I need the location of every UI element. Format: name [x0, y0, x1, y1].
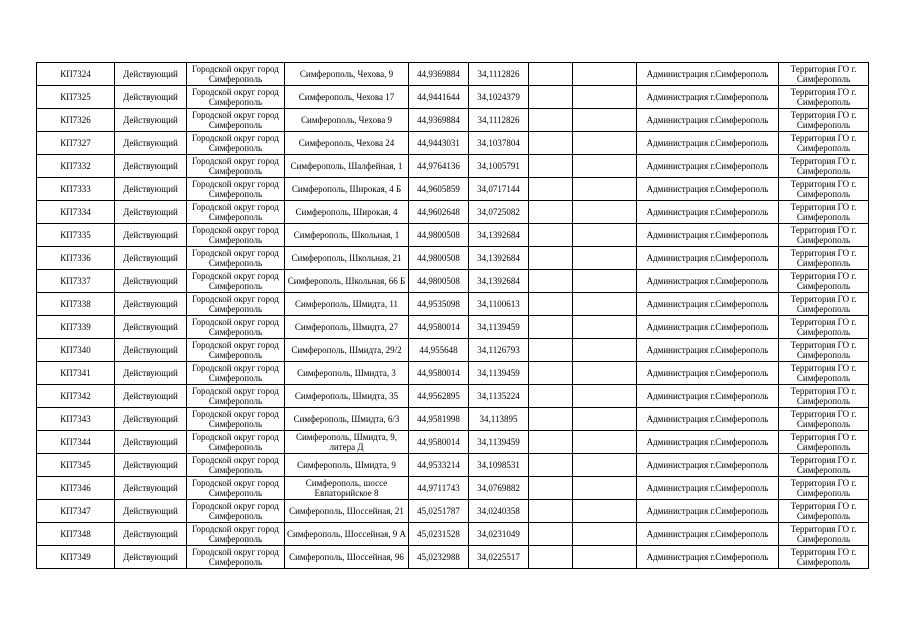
cell-code: КП7349	[37, 546, 115, 569]
cell-empty-2	[573, 224, 637, 247]
cell-empty-2	[573, 63, 637, 86]
cell-empty-1	[529, 178, 573, 201]
cell-address: Симферополь, Шмидта, 9	[285, 454, 409, 477]
cell-okrug: Городской округ город Симферополь	[187, 431, 285, 454]
cell-longitude: 34,1392684	[469, 270, 529, 293]
cell-empty-1	[529, 385, 573, 408]
table-row	[37, 408, 869, 431]
cell-administration: Администрация г.Симферополь	[637, 247, 779, 270]
cell-territory: Территория ГО г. Симферополь	[779, 339, 869, 362]
table-row	[37, 362, 869, 385]
cell-administration: Администрация г.Симферополь	[637, 500, 779, 523]
cell-empty-2	[573, 109, 637, 132]
cell-territory: Территория ГО г. Симферополь	[779, 500, 869, 523]
cell-okrug: Городской округ город Симферополь	[187, 477, 285, 500]
cell-empty-2	[573, 477, 637, 500]
cell-address: Симферополь, Чехова, 9	[285, 63, 409, 86]
cell-latitude: 44,9441644	[409, 86, 469, 109]
cell-longitude: 34,0725082	[469, 201, 529, 224]
cell-status: Действующий	[115, 201, 187, 224]
cell-code: КП7324	[37, 63, 115, 86]
cell-code: КП7325	[37, 86, 115, 109]
cell-latitude: 44,9443031	[409, 132, 469, 155]
cell-address: Симферополь, Шмидта, 27	[285, 316, 409, 339]
cell-longitude: 34,1135224	[469, 385, 529, 408]
cell-longitude: 34,1005791	[469, 155, 529, 178]
cell-longitude: 34,1112826	[469, 109, 529, 132]
table-row	[37, 500, 869, 523]
cell-status: Действующий	[115, 109, 187, 132]
cell-empty-2	[573, 86, 637, 109]
cell-administration: Администрация г.Симферополь	[637, 454, 779, 477]
cell-empty-1	[529, 109, 573, 132]
cell-latitude: 45,0232988	[409, 546, 469, 569]
cell-empty-1	[529, 408, 573, 431]
table-row	[37, 270, 869, 293]
cell-okrug: Городской округ город Симферополь	[187, 178, 285, 201]
cell-status: Действующий	[115, 224, 187, 247]
table-row	[37, 109, 869, 132]
cell-empty-1	[529, 247, 573, 270]
cell-address: Симферополь, Шоссейная, 9 А	[285, 523, 409, 546]
cell-address: Симферополь, Школьная, 21	[285, 247, 409, 270]
cell-empty-2	[573, 546, 637, 569]
cell-code: КП7337	[37, 270, 115, 293]
cell-empty-1	[529, 431, 573, 454]
cell-empty-2	[573, 247, 637, 270]
cell-latitude: 44,955648	[409, 339, 469, 362]
cell-code: КП7327	[37, 132, 115, 155]
cell-territory: Территория ГО г. Симферополь	[779, 270, 869, 293]
cell-status: Действующий	[115, 408, 187, 431]
cell-administration: Администрация г.Симферополь	[637, 385, 779, 408]
cell-status: Действующий	[115, 339, 187, 362]
cell-latitude: 45,0231528	[409, 523, 469, 546]
cell-code: КП7335	[37, 224, 115, 247]
cell-empty-1	[529, 86, 573, 109]
cell-code: КП7338	[37, 293, 115, 316]
cell-empty-2	[573, 500, 637, 523]
table-row	[37, 132, 869, 155]
cell-administration: Администрация г.Симферополь	[637, 201, 779, 224]
table-row	[37, 155, 869, 178]
cell-empty-1	[529, 201, 573, 224]
cell-empty-1	[529, 477, 573, 500]
cell-latitude: 44,9369884	[409, 63, 469, 86]
cell-administration: Администрация г.Симферополь	[637, 316, 779, 339]
cell-territory: Территория ГО г. Симферополь	[779, 178, 869, 201]
cell-address: Симферополь, Чехова 17	[285, 86, 409, 109]
cell-empty-1	[529, 132, 573, 155]
cell-territory: Территория ГО г. Симферополь	[779, 132, 869, 155]
cell-status: Действующий	[115, 270, 187, 293]
cell-empty-2	[573, 178, 637, 201]
cell-longitude: 34,1024379	[469, 86, 529, 109]
cell-status: Действующий	[115, 454, 187, 477]
cell-administration: Администрация г.Симферополь	[637, 293, 779, 316]
cell-territory: Территория ГО г. Симферополь	[779, 293, 869, 316]
cell-latitude: 44,9580014	[409, 316, 469, 339]
cell-address: Симферополь, Чехова 9	[285, 109, 409, 132]
cell-empty-1	[529, 454, 573, 477]
cell-territory: Территория ГО г. Симферополь	[779, 408, 869, 431]
cell-longitude: 34,0231049	[469, 523, 529, 546]
cell-okrug: Городской округ город Симферополь	[187, 109, 285, 132]
cell-address: Симферополь, Шмидта, 9, литера Д	[285, 431, 409, 454]
cell-administration: Администрация г.Симферополь	[637, 155, 779, 178]
cell-territory: Территория ГО г. Симферополь	[779, 63, 869, 86]
table-row	[37, 63, 869, 86]
cell-okrug: Городской округ город Симферополь	[187, 408, 285, 431]
table-row	[37, 293, 869, 316]
table-row	[37, 454, 869, 477]
cell-administration: Администрация г.Симферополь	[637, 270, 779, 293]
cell-territory: Территория ГО г. Симферополь	[779, 523, 869, 546]
cell-okrug: Городской округ город Симферополь	[187, 316, 285, 339]
cell-code: КП7336	[37, 247, 115, 270]
cell-empty-1	[529, 362, 573, 385]
cell-status: Действующий	[115, 316, 187, 339]
cell-latitude: 44,9533214	[409, 454, 469, 477]
cell-okrug: Городской округ город Симферополь	[187, 86, 285, 109]
cell-administration: Администрация г.Симферополь	[637, 362, 779, 385]
table-row	[37, 201, 869, 224]
cell-administration: Администрация г.Симферополь	[637, 431, 779, 454]
cell-territory: Территория ГО г. Симферополь	[779, 385, 869, 408]
cell-latitude: 44,9800508	[409, 224, 469, 247]
cell-status: Действующий	[115, 178, 187, 201]
cell-code: КП7346	[37, 477, 115, 500]
cell-status: Действующий	[115, 247, 187, 270]
cell-address: Симферополь, Шоссейная, 21	[285, 500, 409, 523]
table-row	[37, 431, 869, 454]
cell-okrug: Городской округ город Симферополь	[187, 293, 285, 316]
cell-status: Действующий	[115, 500, 187, 523]
cell-administration: Администрация г.Симферополь	[637, 477, 779, 500]
cell-longitude: 34,0240358	[469, 500, 529, 523]
cell-empty-2	[573, 339, 637, 362]
cell-latitude: 44,9602648	[409, 201, 469, 224]
cell-administration: Администрация г.Симферополь	[637, 546, 779, 569]
cell-territory: Территория ГО г. Симферополь	[779, 201, 869, 224]
cell-empty-2	[573, 201, 637, 224]
cell-address: Симферополь, Шмидта, 3	[285, 362, 409, 385]
table-row	[37, 339, 869, 362]
cell-administration: Администрация г.Симферополь	[637, 86, 779, 109]
points-table	[36, 62, 869, 569]
cell-address: Симферополь, Шмидта, 29/2	[285, 339, 409, 362]
cell-latitude: 44,9764136	[409, 155, 469, 178]
cell-okrug: Городской округ город Симферополь	[187, 454, 285, 477]
cell-empty-1	[529, 224, 573, 247]
cell-empty-1	[529, 339, 573, 362]
cell-administration: Администрация г.Симферополь	[637, 132, 779, 155]
cell-okrug: Городской округ город Симферополь	[187, 247, 285, 270]
cell-code: КП7333	[37, 178, 115, 201]
cell-longitude: 34,1112826	[469, 63, 529, 86]
cell-longitude: 34,1100613	[469, 293, 529, 316]
cell-latitude: 44,9711743	[409, 477, 469, 500]
cell-status: Действующий	[115, 362, 187, 385]
cell-territory: Территория ГО г. Симферополь	[779, 86, 869, 109]
cell-code: КП7339	[37, 316, 115, 339]
cell-status: Действующий	[115, 86, 187, 109]
cell-code: КП7332	[37, 155, 115, 178]
cell-latitude: 44,9369884	[409, 109, 469, 132]
table-row	[37, 385, 869, 408]
cell-okrug: Городской округ город Симферополь	[187, 385, 285, 408]
cell-okrug: Городской округ город Симферополь	[187, 500, 285, 523]
cell-code: КП7345	[37, 454, 115, 477]
cell-empty-1	[529, 155, 573, 178]
cell-code: КП7326	[37, 109, 115, 132]
cell-status: Действующий	[115, 293, 187, 316]
cell-empty-2	[573, 362, 637, 385]
cell-empty-2	[573, 132, 637, 155]
cell-empty-2	[573, 385, 637, 408]
cell-address: Симферополь, Широкая, 4 Б	[285, 178, 409, 201]
cell-latitude: 44,9580014	[409, 362, 469, 385]
cell-longitude: 34,113895	[469, 408, 529, 431]
cell-code: КП7348	[37, 523, 115, 546]
cell-address: Симферополь, Чехова 24	[285, 132, 409, 155]
cell-address: Симферополь, Шоссейная, 96	[285, 546, 409, 569]
cell-empty-2	[573, 293, 637, 316]
cell-territory: Территория ГО г. Симферополь	[779, 431, 869, 454]
cell-code: КП7340	[37, 339, 115, 362]
table-row	[37, 178, 869, 201]
cell-territory: Территория ГО г. Симферополь	[779, 546, 869, 569]
cell-status: Действующий	[115, 63, 187, 86]
cell-latitude: 44,9800508	[409, 270, 469, 293]
cell-okrug: Городской округ город Симферополь	[187, 270, 285, 293]
cell-territory: Территория ГО г. Симферополь	[779, 155, 869, 178]
table-row	[37, 546, 869, 569]
table-row	[37, 86, 869, 109]
cell-territory: Территория ГО г. Симферополь	[779, 316, 869, 339]
cell-status: Действующий	[115, 477, 187, 500]
cell-latitude: 44,9580014	[409, 431, 469, 454]
cell-okrug: Городской округ город Симферополь	[187, 546, 285, 569]
cell-empty-1	[529, 63, 573, 86]
cell-longitude: 34,1126793	[469, 339, 529, 362]
cell-empty-2	[573, 408, 637, 431]
cell-okrug: Городской округ город Симферополь	[187, 339, 285, 362]
cell-latitude: 44,9562895	[409, 385, 469, 408]
cell-longitude: 34,1392684	[469, 247, 529, 270]
cell-longitude: 34,0769882	[469, 477, 529, 500]
cell-okrug: Городской округ город Симферополь	[187, 63, 285, 86]
cell-empty-1	[529, 270, 573, 293]
cell-administration: Администрация г.Симферополь	[637, 109, 779, 132]
cell-administration: Администрация г.Симферополь	[637, 523, 779, 546]
cell-okrug: Городской округ город Симферополь	[187, 132, 285, 155]
cell-code: КП7344	[37, 431, 115, 454]
cell-territory: Территория ГО г. Симферополь	[779, 362, 869, 385]
cell-administration: Администрация г.Симферополь	[637, 178, 779, 201]
cell-territory: Территория ГО г. Симферополь	[779, 454, 869, 477]
cell-code: КП7347	[37, 500, 115, 523]
cell-code: КП7342	[37, 385, 115, 408]
cell-okrug: Городской округ город Симферополь	[187, 523, 285, 546]
cell-okrug: Городской округ город Симферополь	[187, 224, 285, 247]
cell-longitude: 34,1139459	[469, 362, 529, 385]
cell-empty-1	[529, 546, 573, 569]
cell-address: Симферополь, Широкая, 4	[285, 201, 409, 224]
table-row	[37, 523, 869, 546]
cell-status: Действующий	[115, 431, 187, 454]
cell-longitude: 34,1037804	[469, 132, 529, 155]
table-row	[37, 224, 869, 247]
cell-status: Действующий	[115, 385, 187, 408]
cell-empty-2	[573, 155, 637, 178]
table-body	[37, 63, 869, 569]
cell-empty-2	[573, 523, 637, 546]
cell-longitude: 34,0717144	[469, 178, 529, 201]
cell-administration: Администрация г.Симферополь	[637, 339, 779, 362]
cell-address: Симферополь, Шмидта, 6/3	[285, 408, 409, 431]
cell-latitude: 45,0251787	[409, 500, 469, 523]
cell-address: Симферополь, Шмидта, 11	[285, 293, 409, 316]
cell-status: Действующий	[115, 155, 187, 178]
cell-address: Симферополь, Шалфейная, 1	[285, 155, 409, 178]
cell-longitude: 34,1392684	[469, 224, 529, 247]
cell-address: Симферополь, Школьная, 66 Б	[285, 270, 409, 293]
cell-okrug: Городской округ город Симферополь	[187, 155, 285, 178]
cell-empty-1	[529, 500, 573, 523]
cell-administration: Администрация г.Симферополь	[637, 408, 779, 431]
cell-address: Симферополь, шоссе Евпаторийское 8	[285, 477, 409, 500]
cell-code: КП7341	[37, 362, 115, 385]
cell-latitude: 44,9581998	[409, 408, 469, 431]
cell-territory: Территория ГО г. Симферополь	[779, 477, 869, 500]
cell-longitude: 34,1139459	[469, 431, 529, 454]
cell-code: КП7343	[37, 408, 115, 431]
cell-longitude: 34,1098531	[469, 454, 529, 477]
cell-administration: Администрация г.Симферополь	[637, 63, 779, 86]
table-row	[37, 316, 869, 339]
cell-empty-1	[529, 316, 573, 339]
cell-latitude: 44,9800508	[409, 247, 469, 270]
cell-latitude: 44,9535098	[409, 293, 469, 316]
cell-empty-2	[573, 270, 637, 293]
cell-address: Симферополь, Школьная, 1	[285, 224, 409, 247]
table-row	[37, 247, 869, 270]
table-row	[37, 477, 869, 500]
cell-longitude: 34,1139459	[469, 316, 529, 339]
cell-empty-2	[573, 316, 637, 339]
cell-okrug: Городской округ город Симферополь	[187, 201, 285, 224]
cell-status: Действующий	[115, 523, 187, 546]
cell-administration: Администрация г.Симферополь	[637, 224, 779, 247]
cell-status: Действующий	[115, 546, 187, 569]
cell-okrug: Городской округ город Симферополь	[187, 362, 285, 385]
cell-empty-2	[573, 454, 637, 477]
cell-latitude: 44,9605859	[409, 178, 469, 201]
cell-empty-1	[529, 293, 573, 316]
cell-empty-1	[529, 523, 573, 546]
cell-territory: Территория ГО г. Симферополь	[779, 109, 869, 132]
cell-status: Действующий	[115, 132, 187, 155]
cell-territory: Территория ГО г. Симферополь	[779, 224, 869, 247]
cell-territory: Территория ГО г. Симферополь	[779, 247, 869, 270]
cell-code: КП7334	[37, 201, 115, 224]
cell-longitude: 34,0225517	[469, 546, 529, 569]
cell-address: Симферополь, Шмидта, 35	[285, 385, 409, 408]
cell-empty-2	[573, 431, 637, 454]
